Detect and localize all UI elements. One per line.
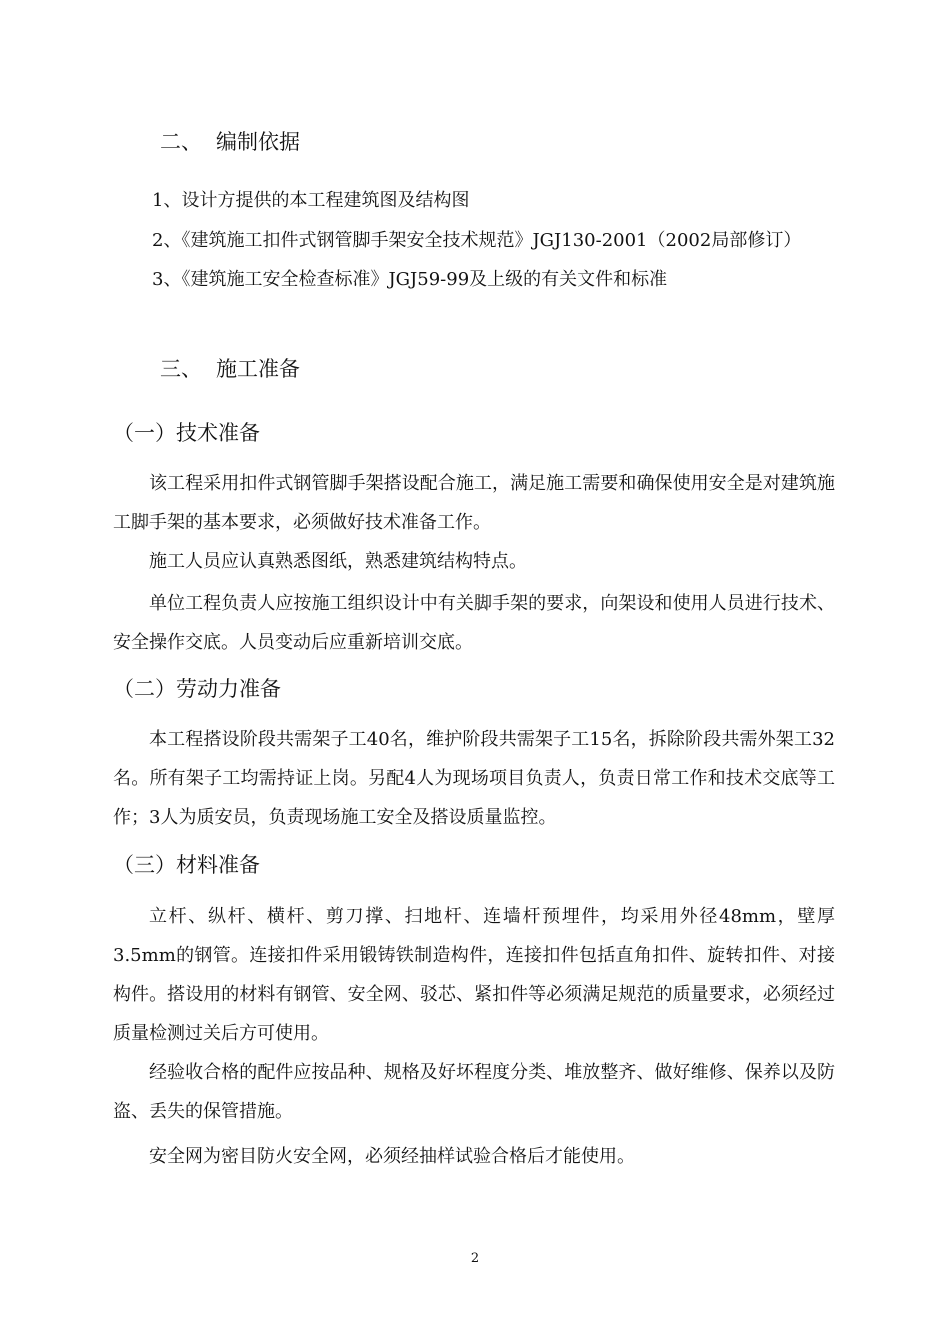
paragraph: 单位工程负责人应按施工组织设计中有关脚手架的要求，向架设和使用人员进行技术、安全操作交底。人员变动后应重新培训交底。 bbox=[113, 593, 835, 653]
paragraph: 该工程采用扣件式钢管脚手架搭设配合施工，满足施工需要和确保使用安全是对建筑施工脚手架的基本要求，必须做好技术准备工作。 bbox=[113, 473, 835, 533]
paragraph: 施工人员应认真熟悉图纸，熟悉建筑结构特点。 bbox=[149, 551, 527, 572]
paragraph: 经验收合格的配件应按品种、规格及好坏程度分类、堆放整齐、做好维修、保养以及防盗、丢失的保管措施。 bbox=[113, 1062, 835, 1122]
page-number: 2 bbox=[470, 1251, 480, 1266]
paragraph: 本工程搭设阶段共需架子工40名，维护阶段共需架子工15名，拆除阶段共需外架工32名。所有架子工均需持证上岗。另配4人为现场项目负责人，负责日常工作和技术交底等工作；3人为质安员，负责现场施工安全及搭设质量监控。 bbox=[113, 729, 835, 828]
subsection-heading-technical: （一）技术准备 bbox=[113, 421, 260, 445]
section-title: 编制依据 bbox=[216, 130, 300, 154]
section-number: 三、 bbox=[160, 357, 202, 381]
basis-item-3: 3、《建筑施工安全检查标准》JGJ59-99及上级的有关文件和标准 bbox=[152, 269, 668, 290]
section-number: 二、 bbox=[160, 130, 202, 154]
basis-item-1: 1、设计方提供的本工程建筑图及结构图 bbox=[152, 190, 470, 211]
paragraph: 安全网为密目防火安全网，必须经抽样试验合格后才能使用。 bbox=[149, 1146, 635, 1167]
paragraph: 立杆、纵杆、横杆、剪刀撑、扫地杆、连墙杆预埋件，均采用外径48mm，壁厚3.5mm的钢管。连接扣件采用锻铸铁制造构件，连接扣件包括直角扣件、旋转扣件、对接构件。搭设用的材料有钢管、安全网、驳芯、紧扣件等必须满足规范的质量要求，必须经过质量检测过关后方可使用。 bbox=[113, 906, 835, 1044]
subsection-heading-materials: （三）材料准备 bbox=[113, 853, 260, 877]
section-title: 施工准备 bbox=[216, 357, 300, 381]
subsection-heading-labor: （二）劳动力准备 bbox=[113, 677, 281, 701]
section-heading-basis bbox=[160, 128, 300, 156]
section-heading-preparation bbox=[160, 355, 300, 383]
basis-item-2: 2、《建筑施工扣件式钢管脚手架安全技术规范》JGJ130-2001（2002局部修订） bbox=[152, 230, 802, 251]
